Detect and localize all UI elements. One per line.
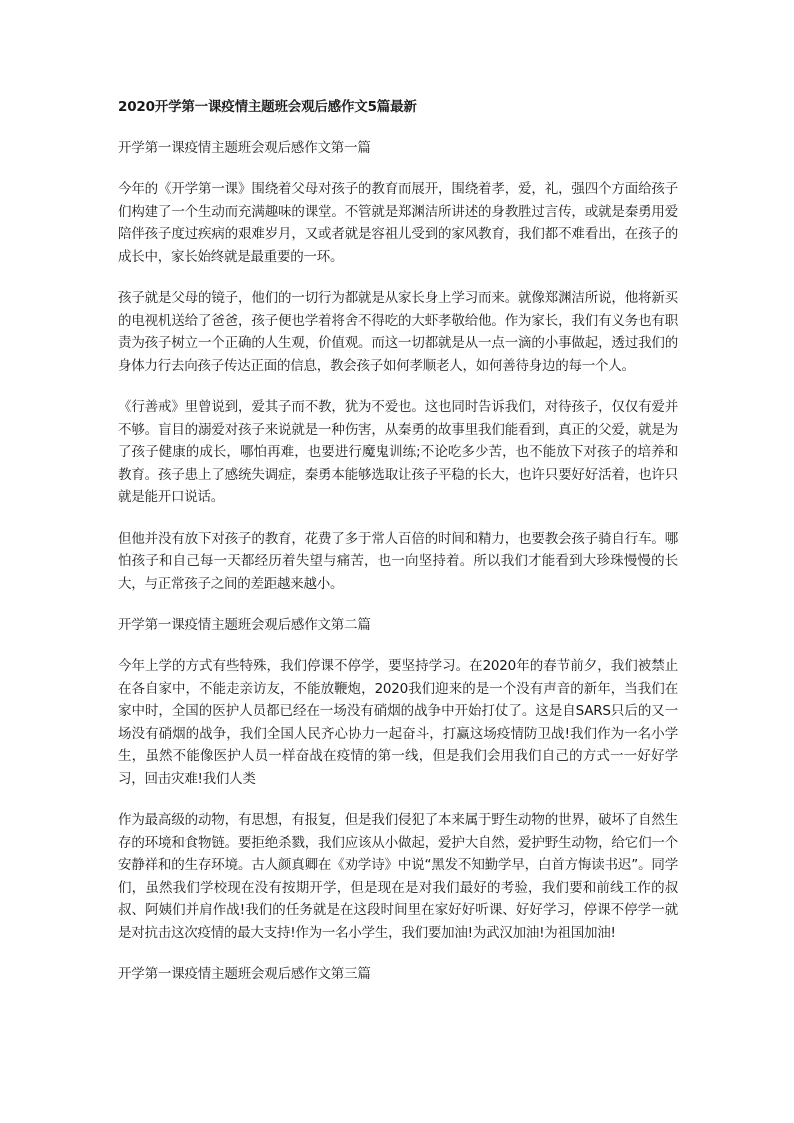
document-page <box>118 96 678 1004</box>
section-heading-3: 开学第一课疫情主题班会观后感作文第三篇 <box>118 966 371 982</box>
paragraph: 《行善戒》里曾说到，爱其子而不教，犹为不爱也。这也同时告诉我们，对待孩子，仅仅有爱并不够。盲目的溺爱对孩子来说就是一种伤害，从秦勇的故事里我们能看到，真正的父爱，就是为了孩子健康的成长，哪怕再难，也要进行魔鬼训练;不论吃多少苦，也不能放下对孩子的培养和教育。孩子患上了感统失调症，秦勇本能够选取让孩子平稳的长大，也许只要好好活着，也许只就是能开口说话。 <box>118 399 678 505</box>
paragraph: 但他并没有放下对孩子的教育，花费了多于常人百倍的时间和精力，也要教会孩子骑自行车。哪怕孩子和自己每一天都经历着失望与痛苦，也一向坚持着。所以我们才能看到大珍珠慢慢的长大，与正常孩子之间的差距越来越小。 <box>118 530 678 592</box>
paragraph: 作为最高级的动物，有思想，有报复，但是我们侵犯了本来属于野生动物的世界，破坏了自然生存的环境和食物链。要拒绝杀戮，我们应该从小做起，爱护大自然，爱护野生动物，给它们一个安静祥和的生存环境。古人颜真卿在《劝学诗》中说“黑发不知勤学早，白首方悔读书迟”。同学们，虽然我们学校现在没有按期开学，但是现在是对我们最好的考验，我们要和前线工作的叔叔、阿姨们并肩作战!我们的任务就是在这段时间里在家好好听课、好好学习，停课不停学一就是对抗击这次疫情的最大支持!作为一名小学生，我们要加油!为武汉加油!为祖国加油! <box>118 812 678 941</box>
paragraph: 今年上学的方式有些特殊，我们停课不停学，要坚持学习。在2020年的春节前夕，我们被禁止在各自家中，不能走亲访友，不能放鞭炮，2020我们迎来的是一个没有声音的新年，当我们在家中时，全国的医护人员都已经在一场没有硝烟的战争中开始打仗了。这是自SARS只后的又一场没有硝烟的战争，我们全国人民齐心协力一起奋斗，打赢这场疫情防卫战!我们作为一名小学生，虽然不能像医护人员一样奋战在疫情的第一线，但是我们会用我们自己的方式一一好好学习，回击灾难!我们人类 <box>118 658 678 787</box>
section-heading-1: 开学第一课疫情主题班会观后感作文第一篇 <box>118 140 371 156</box>
paragraph: 今年的《开学第一课》围绕着父母对孩子的教育而展开，围绕着孝，爱，礼，强四个方面给孩子们构建了一个生动而充满趣味的课堂。不管就是郑渊洁所讲述的身教胜过言传，或就是秦勇用爱陪伴孩子度过疾病的艰难岁月，又或者就是容祖儿受到的家风教育，我们都不难看出，在孩子的成长中，家长始终就是最重要的一环。 <box>118 181 678 265</box>
paragraph: 孩子就是父母的镜子，他们的一切行为都就是从家长身上学习而来。就像郑渊洁所说，他将新买的电视机送给了爸爸，孩子便也学着将舍不得吃的大虾孝敬给他。作为家长，我们有义务也有职责为孩子树立一个正确的人生观，价值观。而这一切都就是从一点一滴的小事做起，透过我们的身体力行去向孩子传达正面的信息，教会孩子如何孝顺老人，如何善待身边的每一个人。 <box>118 290 678 374</box>
document-title: 2020开学第一课疫情主题班会观后感作文5篇最新 <box>118 99 417 115</box>
section-heading-2: 开学第一课疫情主题班会观后感作文第二篇 <box>118 617 371 633</box>
